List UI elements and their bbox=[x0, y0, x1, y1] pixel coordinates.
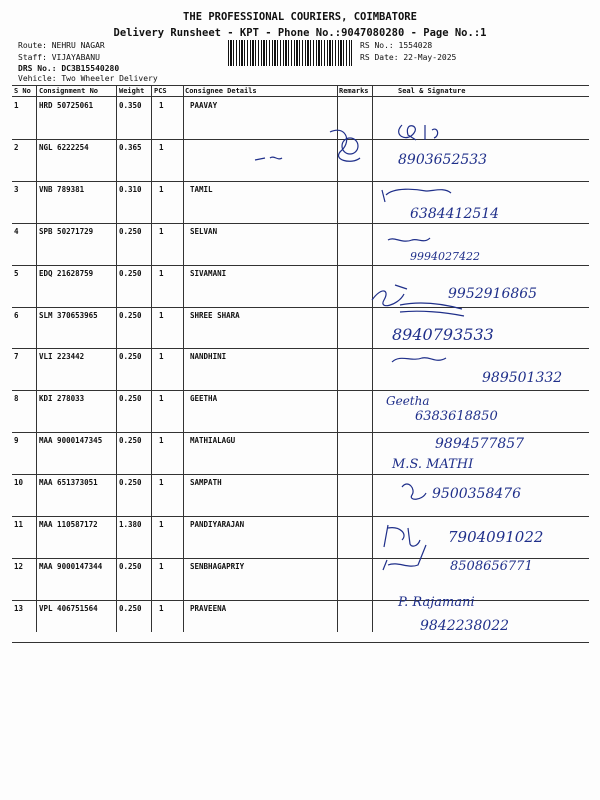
row-11-cno: MAA 110587172 bbox=[39, 520, 98, 529]
phone-row-4: 9994027422 bbox=[410, 250, 480, 263]
row-11-consignee: PANDIYARAJAN bbox=[190, 520, 245, 529]
signature-mark bbox=[400, 303, 464, 316]
row-rule bbox=[12, 223, 589, 224]
row-13-cno: VPL 406751564 bbox=[39, 603, 98, 613]
phone-row-13: 9842238022 bbox=[420, 618, 510, 634]
row-9-pcs: 1 bbox=[159, 436, 164, 446]
row-9-sno: 9 bbox=[14, 436, 19, 446]
signature-mark bbox=[384, 525, 420, 547]
row-8-cno: KDI 278033 bbox=[39, 394, 85, 404]
table-header-rule bbox=[12, 96, 589, 97]
signature-mark bbox=[399, 125, 438, 140]
row-1-cno: HRD 50725061 bbox=[39, 101, 94, 110]
row-5-weight: 0.250 bbox=[119, 268, 142, 278]
row-12-cno: MAA 9000147344 bbox=[39, 561, 103, 571]
row-6-pcs: 1 bbox=[159, 310, 164, 320]
header-pcs: PCS bbox=[154, 87, 167, 95]
row-4-sno: 4 bbox=[14, 226, 19, 236]
row-3-pcs: 1 bbox=[159, 184, 164, 194]
row-1-pcs: 1 bbox=[159, 101, 164, 110]
company-title: THE PROFESSIONAL COURIERS, COIMBATORE bbox=[183, 11, 417, 23]
name-row-9: M.S. MATHI bbox=[392, 457, 474, 472]
staff: Staff: VIJAYABANU bbox=[18, 53, 100, 62]
phone-row-12: 8508656771 bbox=[450, 559, 533, 574]
row-rule bbox=[12, 558, 589, 559]
row-rule bbox=[12, 348, 589, 349]
row-7-sno: 7 bbox=[14, 352, 19, 362]
row-10-sno: 10 bbox=[14, 478, 24, 488]
phone-row-5: 9952916865 bbox=[448, 286, 538, 302]
header-consignment: Consignment No bbox=[39, 87, 99, 95]
row-8-pcs: 1 bbox=[159, 394, 164, 404]
vehicle: Vehicle: Two Wheeler Delivery bbox=[18, 74, 158, 83]
row-12-consignee: SENBHAGAPRIY bbox=[190, 561, 245, 571]
row-9-cno: MAA 9000147345 bbox=[39, 436, 103, 446]
row-rule bbox=[12, 307, 589, 308]
row-6-sno: 6 bbox=[14, 310, 19, 320]
header-consignee: Consignee Details bbox=[185, 87, 257, 95]
row-6-consignee: SHREE SHARA bbox=[190, 310, 240, 320]
phone-row-8: 6383618850 bbox=[415, 409, 498, 424]
row-7-weight: 0.250 bbox=[119, 352, 142, 362]
row-3-consignee: TAMIL bbox=[190, 184, 213, 194]
row-5-cno: EDQ 21628759 bbox=[39, 268, 94, 278]
row-12-pcs: 1 bbox=[159, 561, 164, 571]
row-10-cno: MAA 651373051 bbox=[39, 478, 98, 488]
row-3-sno: 3 bbox=[14, 184, 19, 194]
row-2-sno: 2 bbox=[14, 142, 19, 152]
header-sno: S No bbox=[14, 87, 31, 95]
row-4-weight: 0.250 bbox=[119, 226, 142, 236]
signature-mark bbox=[372, 285, 407, 306]
route: Route: NEHRU NAGAR bbox=[18, 41, 105, 50]
row-10-consignee: SAMPATH bbox=[190, 478, 222, 488]
col-divider bbox=[151, 85, 152, 632]
row-rule bbox=[12, 600, 589, 601]
phone-row-1: 8903652533 bbox=[398, 152, 488, 168]
row-rule bbox=[12, 516, 589, 517]
header-weight: Weight bbox=[119, 87, 145, 95]
row-2-pcs: 1 bbox=[159, 142, 164, 152]
row-3-weight: 0.310 bbox=[119, 184, 142, 194]
barcode bbox=[228, 40, 352, 66]
table-top-rule bbox=[12, 85, 589, 86]
signature-mark bbox=[388, 238, 430, 241]
rs-number: RS No.: 1554028 bbox=[360, 41, 433, 50]
row-13-consignee: PRAVEENA bbox=[190, 603, 227, 613]
rs-date: RS Date: 22-May-2025 bbox=[360, 53, 457, 62]
row-rule bbox=[12, 181, 589, 182]
header-remarks: Remarks bbox=[339, 87, 369, 95]
row-10-pcs: 1 bbox=[159, 478, 164, 488]
row-5-pcs: 1 bbox=[159, 268, 164, 278]
row-5-sno: 5 bbox=[14, 268, 19, 278]
remark-circle bbox=[342, 138, 358, 154]
row-1-consignee: PAAVAY bbox=[190, 101, 218, 110]
row-12-sno: 12 bbox=[14, 561, 24, 571]
signature-mark bbox=[402, 484, 426, 499]
signature-mark bbox=[330, 130, 360, 161]
row-4-pcs: 1 bbox=[159, 226, 164, 236]
col-divider bbox=[337, 85, 338, 632]
row-11-weight: 1.380 bbox=[119, 520, 142, 529]
col-divider bbox=[36, 85, 37, 632]
row-5-consignee: SIVAMANI bbox=[190, 268, 227, 278]
row-2-weight: 0.365 bbox=[119, 142, 142, 152]
row-7-pcs: 1 bbox=[159, 352, 164, 362]
phone-row-6: 8940793533 bbox=[392, 325, 494, 344]
phone-row-11: 7904091022 bbox=[448, 528, 544, 546]
row-13-weight: 0.250 bbox=[119, 603, 142, 613]
row-rule bbox=[12, 474, 589, 475]
col-divider bbox=[183, 85, 184, 632]
row-11-pcs: 1 bbox=[159, 520, 164, 529]
signature-mark bbox=[392, 358, 446, 362]
signature-mark bbox=[255, 157, 282, 160]
signature-mark bbox=[382, 189, 451, 202]
phone-row-7: 989501332 bbox=[482, 370, 563, 386]
row-7-consignee: NANDHINI bbox=[190, 352, 227, 362]
row-rule bbox=[12, 390, 589, 391]
row-8-sno: 8 bbox=[14, 394, 19, 404]
row-9-weight: 0.250 bbox=[119, 436, 142, 446]
row-1-sno: 1 bbox=[14, 101, 19, 110]
col-divider bbox=[372, 85, 373, 632]
row-rule bbox=[12, 139, 589, 140]
runsheet-subtitle: Delivery Runsheet - KPT - Phone No.:9047080280 - Page No.:1 bbox=[113, 27, 487, 39]
row-12-weight: 0.250 bbox=[119, 561, 142, 571]
phone-row-9: 9894577857 bbox=[435, 436, 525, 452]
row-2-cno: NGL 6222254 bbox=[39, 142, 89, 152]
row-4-cno: SPB 50271729 bbox=[39, 226, 94, 236]
row-rule bbox=[12, 432, 589, 433]
row-13-sno: 13 bbox=[14, 603, 24, 613]
row-6-weight: 0.250 bbox=[119, 310, 142, 320]
row-7-cno: VLI 223442 bbox=[39, 352, 85, 362]
name-row-8: Geetha bbox=[386, 394, 430, 408]
row-11-sno: 11 bbox=[14, 520, 24, 529]
row-13-pcs: 1 bbox=[159, 603, 164, 613]
row-rule bbox=[12, 265, 589, 266]
row-4-consignee: SELVAN bbox=[190, 226, 218, 236]
row-9-consignee: MATHIALAGU bbox=[190, 436, 236, 446]
col-divider bbox=[116, 85, 117, 632]
drs-number: DRS No.: DC3B15540280 bbox=[18, 64, 120, 73]
phone-row-3: 6384412514 bbox=[410, 206, 500, 222]
row-8-consignee: GEETHA bbox=[190, 394, 218, 404]
row-1-weight: 0.350 bbox=[119, 101, 142, 110]
name-row-13: P. Rajamani bbox=[398, 595, 475, 610]
phone-row-10: 9500358476 bbox=[432, 486, 522, 502]
row-rule bbox=[12, 642, 589, 643]
row-10-weight: 0.250 bbox=[119, 478, 142, 488]
header-signature: Seal & Signature bbox=[398, 87, 466, 95]
row-6-cno: SLM 370653965 bbox=[39, 310, 98, 320]
row-8-weight: 0.250 bbox=[119, 394, 142, 404]
row-3-cno: VNB 789381 bbox=[39, 184, 85, 194]
